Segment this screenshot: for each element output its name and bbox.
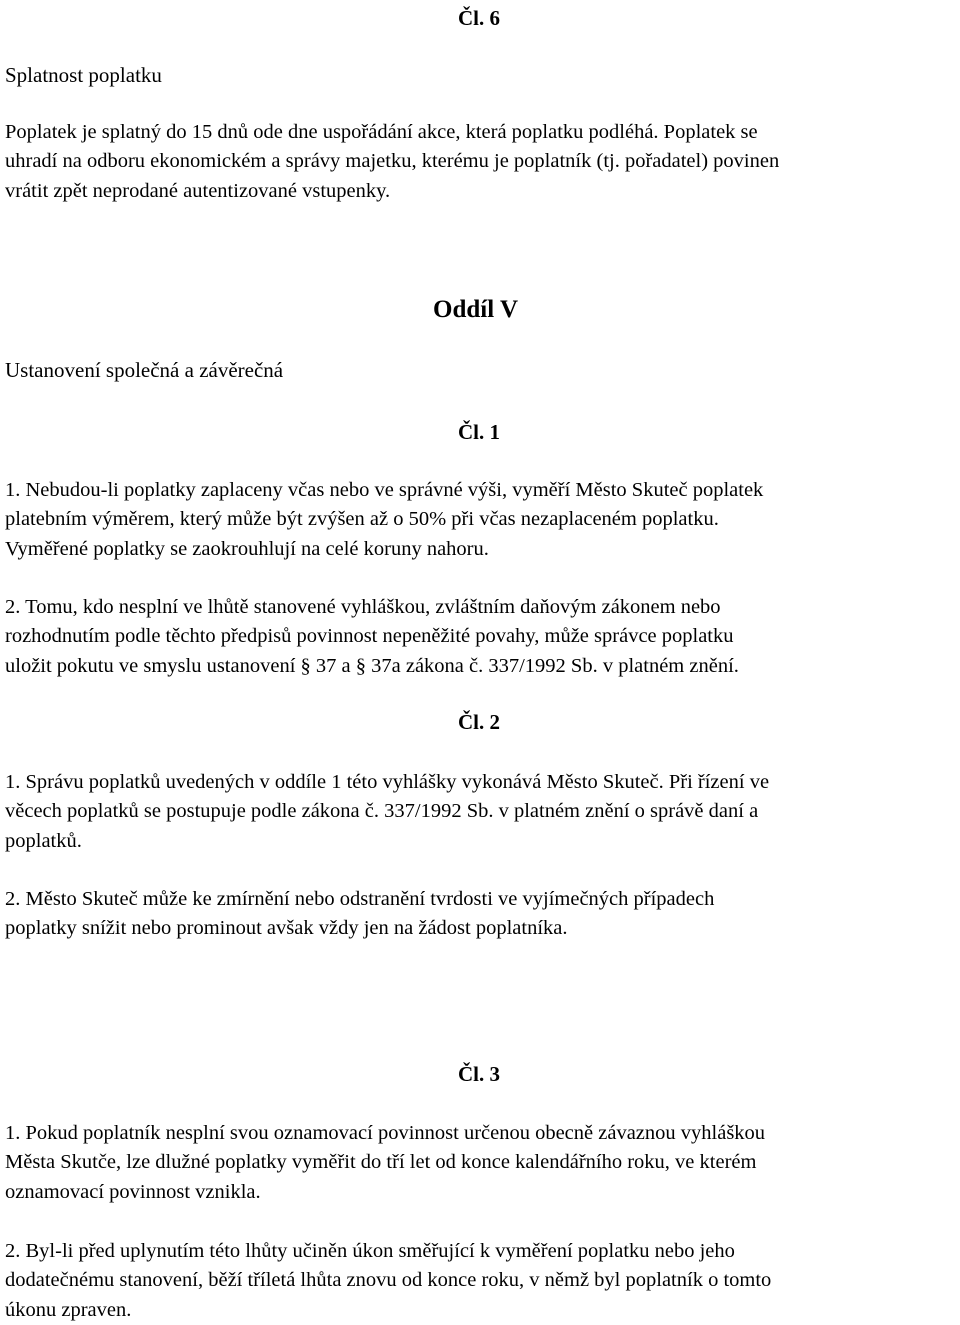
text-line: 2. Město Skuteč může ke zmírnění nebo odstranění tvrdosti ve vyjímečných případech	[5, 888, 715, 910]
article-3-paragraph-1	[5, 1119, 765, 1207]
text-line: vrátit zpět neprodané autentizované vstupenky.	[5, 179, 391, 202]
text-line: poplatků.	[5, 829, 82, 852]
article-2-heading: Čl. 2	[458, 710, 500, 734]
article-6-title: Splatnost poplatku	[5, 63, 162, 87]
text-line: Poplatek je splatný do 15 dnů ode dne uspořádání akce, která poplatku podléhá. Poplatek se	[5, 121, 758, 143]
text-line: oznamovací povinnost vznikla.	[5, 1180, 261, 1203]
text-line: 1. Správu poplatků uvedených v oddíle 1 této vyhlášky vykonává Město Skuteč. Při řízení ve	[5, 771, 770, 793]
text-line: 1. Pokud poplatník nesplní svou oznamovací povinnost určenou obecně závaznou vyhláškou	[5, 1122, 766, 1144]
text-line: dodatečnému stanovení, běží tříletá lhůta znovu od konce roku, v němž byl poplatník o tomto	[5, 1269, 772, 1292]
article-3-heading: Čl. 3	[458, 1062, 500, 1086]
text-line: Města Skutče, lze dlužné poplatky vyměřit do tří let od konce kalendářního roku, ve kterém	[5, 1151, 757, 1174]
text-line: úkonu zpraven.	[5, 1298, 132, 1321]
text-line: uhradí na odboru ekonomickém a správy majetku, kterému je poplatník (tj. pořadatel) povinen	[5, 150, 780, 173]
text-line: 2. Byl-li před uplynutím této lhůty učiněn úkon směřující k vyměření poplatku nebo jeho	[5, 1240, 735, 1262]
text-line: rozhodnutím podle těchto předpisů povinnost nepeněžité povahy, může správce poplatku	[5, 625, 734, 648]
article-1-heading: Čl. 1	[458, 420, 500, 444]
article-6-heading: Čl. 6	[458, 6, 500, 30]
section-5-title: Ustanovení společná a závěrečná	[5, 358, 284, 382]
text-line: 2. Tomu, kdo nesplní ve lhůtě stanovené vyhláškou, zvláštním daňovým zákonem nebo	[5, 596, 721, 618]
text-line: Vyměřené poplatky se zaokrouhlují na celé koruny nahoru.	[5, 537, 489, 560]
article-2-paragraph-2	[5, 885, 714, 944]
article-3-paragraph-2	[5, 1237, 771, 1325]
article-6-paragraph	[5, 118, 779, 206]
text-line: platebním výměrem, který může být zvýšen až o 50% při včas nezaplaceném poplatku.	[5, 508, 719, 531]
article-2-paragraph-1	[5, 768, 769, 856]
article-1-paragraph-1	[5, 476, 763, 564]
section-5-heading: Oddíl V	[433, 296, 518, 323]
text-line: věcech poplatků se postupuje podle zákona č. 337/1992 Sb. v platném znění o správě daní a	[5, 800, 759, 823]
text-line: uložit pokutu ve smyslu ustanovení § 37 a § 37a zákona č. 337/1992 Sb. v platném znění.	[5, 654, 739, 677]
article-1-paragraph-2	[5, 593, 739, 681]
text-line: 1. Nebudou-li poplatky zaplaceny včas nebo ve správné výši, vyměří Město Skuteč poplatek	[5, 479, 764, 501]
text-line: poplatky snížit nebo prominout avšak vždy jen na žádost poplatníka.	[5, 917, 568, 940]
